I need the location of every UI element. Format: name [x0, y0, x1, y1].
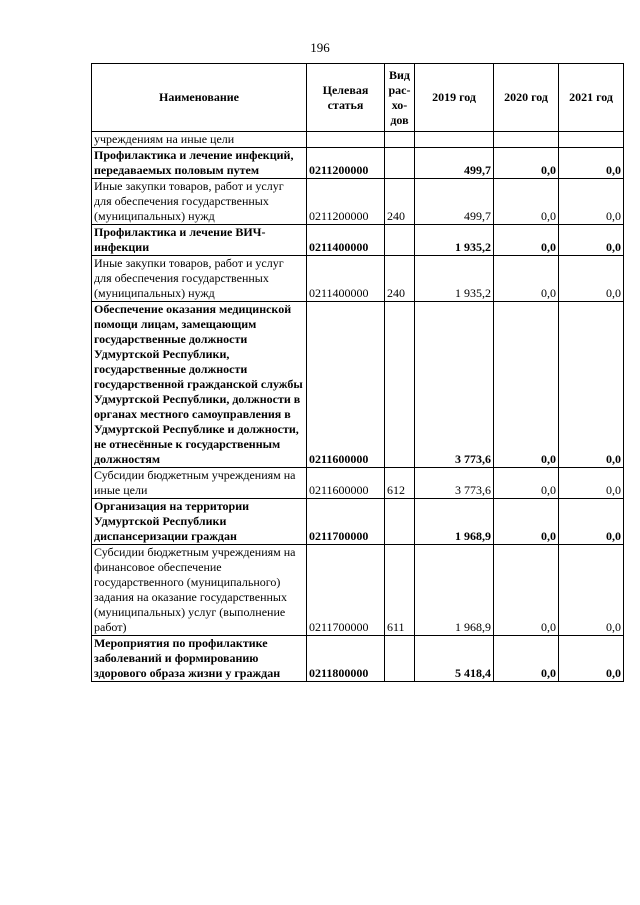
row-expense-type-cell [385, 499, 415, 545]
row-name-cell: Мероприятия по профилактике заболеваний и формированию здорового образа жизни у граждан [92, 636, 307, 682]
row-target-article-cell: 0211400000 [307, 256, 385, 302]
row-2020-cell: 0,0 [494, 468, 559, 499]
row-target-article-cell: 0211600000 [307, 468, 385, 499]
row-2021-cell: 0,0 [559, 256, 624, 302]
row-2021-cell: 0,0 [559, 148, 624, 179]
row-name-cell: Обеспечение оказания медицинской помощи лицам, замещающим государственные должности Удмуртской Республики, государственные должности государственной гражданской службы Удмуртской Республики, должности в органах местного самоуправления в Удмуртской Республике и должности, не отнесённые к государственным должностям [92, 302, 307, 468]
row-target-article-cell: 0211800000 [307, 636, 385, 682]
row-2021-cell: 0,0 [559, 545, 624, 636]
row-target-article-cell: 0211700000 [307, 499, 385, 545]
row-target-article-cell: 0211600000 [307, 302, 385, 468]
row-2020-cell: 0,0 [494, 302, 559, 468]
row-expense-type-cell: 612 [385, 468, 415, 499]
row-2021-cell: 0,0 [559, 179, 624, 225]
row-2020-cell: 0,0 [494, 499, 559, 545]
table-row [92, 499, 624, 545]
row-2019-cell: 5 418,4 [415, 636, 494, 682]
row-target-article-cell: 0211200000 [307, 179, 385, 225]
row-name-cell: Профилактика и лечение ВИЧ-инфекции [92, 225, 307, 256]
table-row [92, 256, 624, 302]
header-expense-type: Вид рас-хо-дов [385, 64, 415, 132]
row-2019-cell: 1 968,9 [415, 545, 494, 636]
row-2019-cell: 499,7 [415, 148, 494, 179]
row-2019-cell: 1 935,2 [415, 256, 494, 302]
row-2021-cell: 0,0 [559, 499, 624, 545]
row-expense-type-cell [385, 636, 415, 682]
row-2020-cell: 0,0 [494, 148, 559, 179]
table-body [92, 132, 624, 682]
row-name-cell: Иные закупки товаров, работ и услуг для обеспечения государственных (муниципальных) нужд [92, 179, 307, 225]
row-2020-cell: 0,0 [494, 636, 559, 682]
table-row [92, 468, 624, 499]
row-expense-type-cell [385, 302, 415, 468]
table-row [92, 225, 624, 256]
row-expense-type-cell: 240 [385, 256, 415, 302]
row-2020-cell [494, 132, 559, 148]
row-name-cell: Организация на территории Удмуртской Республики диспансеризации граждан [92, 499, 307, 545]
header-2021: 2021 год [559, 64, 624, 132]
row-2021-cell: 0,0 [559, 636, 624, 682]
row-2019-cell: 499,7 [415, 179, 494, 225]
table-row [92, 302, 624, 468]
row-name-cell: Профилактика и лечение инфекций, передаваемых половым путем [92, 148, 307, 179]
row-expense-type-cell: 611 [385, 545, 415, 636]
header-name: Наименование [92, 64, 307, 132]
row-2020-cell: 0,0 [494, 225, 559, 256]
row-2019-cell: 1 968,9 [415, 499, 494, 545]
row-expense-type-cell: 240 [385, 179, 415, 225]
row-target-article-cell: 0211400000 [307, 225, 385, 256]
row-2019-cell: 1 935,2 [415, 225, 494, 256]
row-2021-cell: 0,0 [559, 225, 624, 256]
row-target-article-cell [307, 132, 385, 148]
header-2019: 2019 год [415, 64, 494, 132]
table-row [92, 636, 624, 682]
row-target-article-cell: 0211200000 [307, 148, 385, 179]
row-2020-cell: 0,0 [494, 179, 559, 225]
row-2021-cell: 0,0 [559, 302, 624, 468]
row-expense-type-cell [385, 148, 415, 179]
row-expense-type-cell [385, 132, 415, 148]
header-2020: 2020 год [494, 64, 559, 132]
row-expense-type-cell [385, 225, 415, 256]
page-number: 196 [310, 40, 330, 55]
header-target-article: Целевая статья [307, 64, 385, 132]
row-2019-cell: 3 773,6 [415, 468, 494, 499]
table-row [92, 148, 624, 179]
row-name-cell: Иные закупки товаров, работ и услуг для обеспечения государственных (муниципальных) нужд [92, 256, 307, 302]
table-row [92, 132, 624, 148]
table-header-row [92, 64, 624, 132]
row-target-article-cell: 0211700000 [307, 545, 385, 636]
row-2021-cell [559, 132, 624, 148]
row-2019-cell [415, 132, 494, 148]
row-2020-cell: 0,0 [494, 256, 559, 302]
table-row [92, 179, 624, 225]
row-name-cell: учреждениям на иные цели [92, 132, 307, 148]
table-row [92, 545, 624, 636]
row-2020-cell: 0,0 [494, 545, 559, 636]
row-2019-cell: 3 773,6 [415, 302, 494, 468]
row-name-cell: Субсидии бюджетным учреждениям на иные цели [92, 468, 307, 499]
budget-table [91, 63, 624, 682]
row-2021-cell: 0,0 [559, 468, 624, 499]
row-name-cell: Субсидии бюджетным учреждениям на финансовое обеспечение государственного (муниципального) задания на оказание государственных (муниципальных) услуг (выполнение работ) [92, 545, 307, 636]
